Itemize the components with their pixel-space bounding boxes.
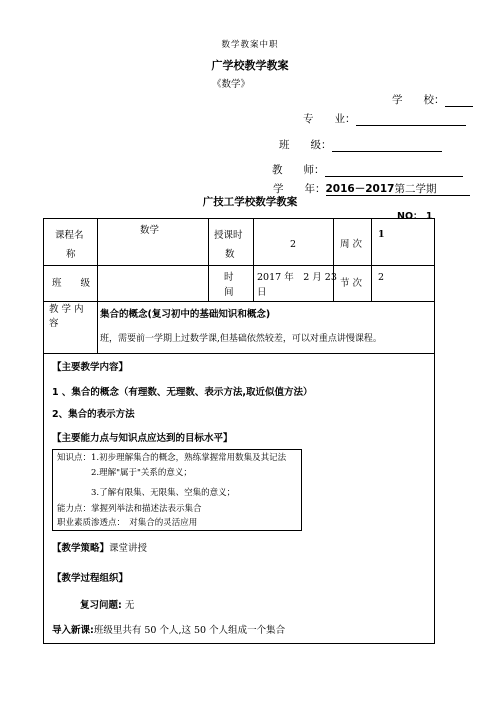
school-label: 学 校：: [392, 94, 445, 106]
top-caption: 数学教案中职: [221, 40, 279, 50]
school-title: 广学校教学教案: [211, 59, 289, 72]
doc-number: NO： 1: [397, 211, 433, 222]
knowledge-1: 知识点：1.初步理解集合的概念，熟练掌握常用数集及其记法: [57, 453, 287, 463]
col-divider: [253, 218, 254, 301]
intro-label: 导入新课:: [52, 625, 94, 636]
review-line: [80, 598, 134, 613]
content-item-2: 2、集合的表示方法: [52, 409, 135, 420]
content-label-1: 教 学 内: [49, 304, 84, 315]
knowledge-3: 3.了解有限集、无限集、空集的意义；: [91, 488, 236, 498]
teacher-field: [272, 162, 463, 177]
major-label: 专 业：: [303, 113, 356, 125]
section-label: 节 次: [340, 278, 363, 289]
review-value: 无: [124, 600, 135, 611]
course-label-2: 称: [66, 249, 76, 260]
content-title: 集合的概念(复习初中的基础知识和概念): [100, 309, 271, 320]
col-divider: [208, 218, 209, 301]
hours-label-2: 数: [225, 249, 235, 260]
row-divider: [43, 265, 435, 266]
content-label-2: 容: [49, 318, 59, 329]
time-value-2: 日: [257, 287, 267, 298]
strategy-value: 课堂讲授: [109, 543, 148, 554]
course-label-1: 课程名: [55, 230, 84, 241]
ability-heading: 【主要能力点与知识点应达到的目标水平】: [52, 433, 233, 444]
time-label-1: 时: [224, 272, 234, 283]
col-divider: [333, 218, 334, 301]
hours-label-1: 授课时: [214, 230, 243, 241]
intro-line: [52, 623, 285, 638]
row-divider: [43, 301, 435, 302]
ability-point: 能力点：掌握列举法和描述法表示集合: [57, 504, 202, 514]
strategy-label: 【教学策略】: [52, 543, 110, 554]
teacher-blank: [325, 165, 463, 177]
major-blank: [356, 114, 466, 126]
course-value: 数学: [140, 225, 160, 236]
class-row-label: 班 级: [52, 278, 91, 289]
section-value: 2: [378, 272, 385, 283]
year-value: 2016－2017: [325, 183, 395, 195]
class-label: 班 级：: [279, 139, 332, 151]
hours-value: 2: [290, 239, 297, 250]
school-field: [392, 92, 473, 107]
class-blank: [332, 140, 442, 152]
school-blank: [445, 95, 473, 107]
process-heading: 【教学过程组织】: [52, 573, 129, 584]
intro-value: 班级里共有 50 个人,这 50 个人组成一个集合: [93, 625, 286, 636]
career-point: 职业素质渗透点： 对集合的灵活应用: [57, 518, 198, 528]
knowledge-2: 2.理解"属于"关系的意义；: [91, 468, 192, 478]
row-divider: [43, 353, 435, 354]
col-divider: [371, 218, 372, 301]
strategy-line: [52, 541, 147, 556]
subject-name: 《数学》: [212, 79, 251, 90]
content-desc: 班，需要前一学期上过数学课,但基础依然较差，可以对重点讲慢课程。: [100, 334, 382, 344]
main-content-heading: 【主要教学内容】: [52, 362, 129, 373]
major-field: [303, 111, 466, 126]
year-label: 学 年：: [273, 183, 326, 195]
time-label-2: 间: [224, 287, 234, 298]
content-item-1: 1 、集合的概念（有理数、无理数、表示方法,取近似值方法）: [52, 387, 313, 398]
week-label: 周 次: [340, 239, 363, 250]
review-label: 复习问题:: [80, 600, 122, 611]
week-value: 1: [378, 229, 385, 240]
teacher-label: 教 师：: [272, 164, 325, 176]
class-field: [279, 137, 442, 152]
time-value-1: 2017 年 2 月 23: [257, 272, 337, 283]
doc-title: 广技工学校数学教案: [202, 196, 298, 208]
semester-value: 第二学期: [394, 183, 437, 195]
col-divider: [97, 218, 98, 353]
